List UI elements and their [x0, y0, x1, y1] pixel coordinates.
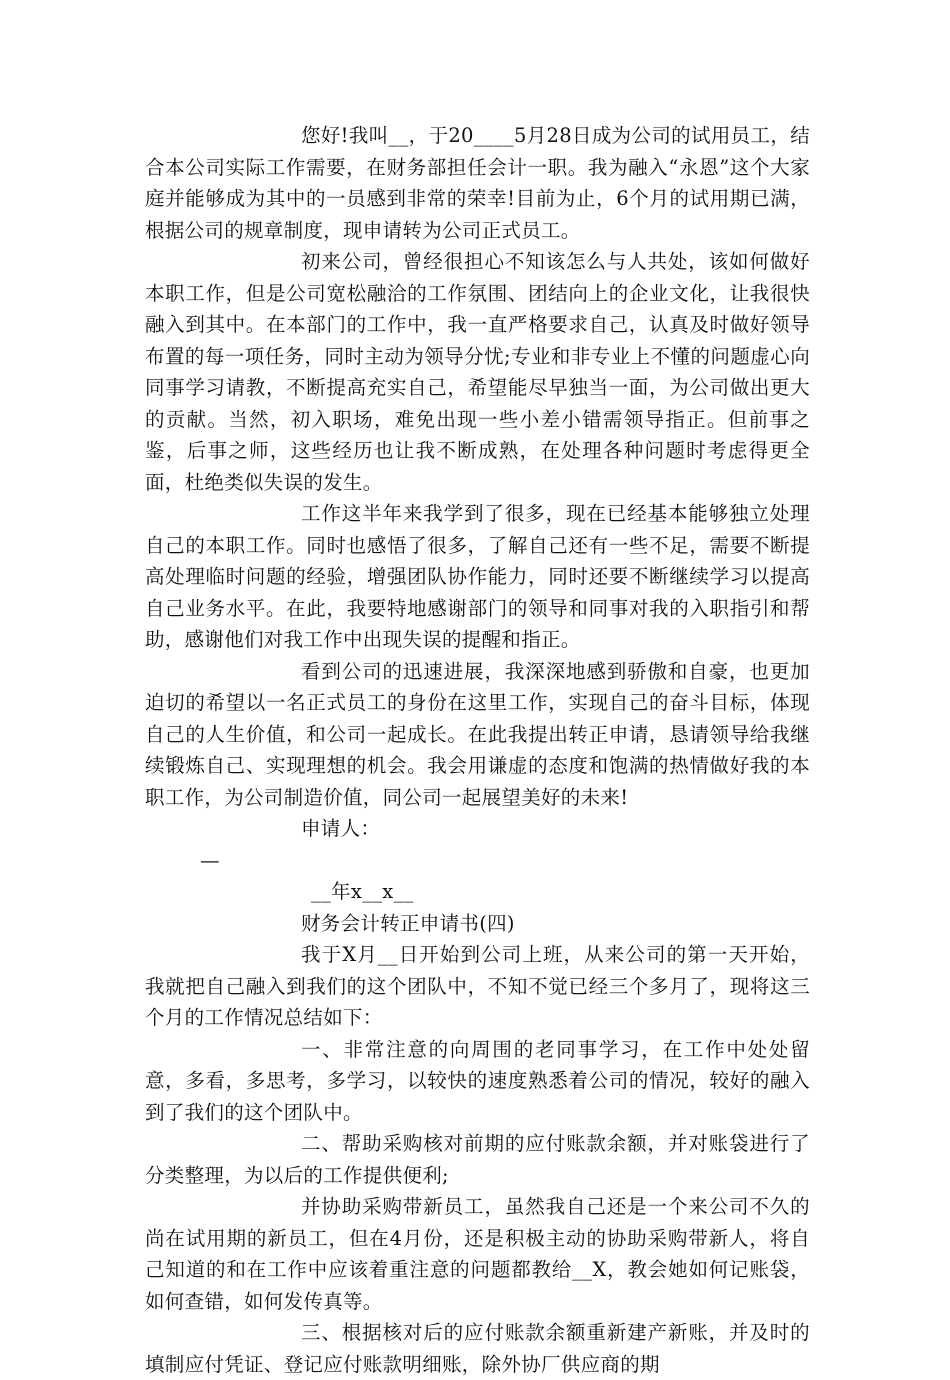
document-body: [145, 120, 810, 1380]
paragraph-learning: 工作这半年来我学到了很多，现在已经基本能够独立处理自己的本职工作。同时也感悟了很多，了解自己还有一些不足，需要不断提高处理临时问题的经验，增强团队协作能力，同时还要不断继续学习以提高自己业务水平。在此，我要特地感谢部门的领导和同事对我的入职指引和帮助，感谢他们对我工作中出现失误的提醒和指正。: [145, 502, 810, 651]
section-title: 财务会计转正申请书(四): [301, 911, 515, 935]
paragraph-item-three: 三、根据核对后的应付账款余额重新建产新账，并及时的填制应付凭证、登记应付账款明细账，除外协厂供应商的期: [145, 1321, 810, 1376]
applicant-label: 申请人：: [301, 817, 381, 840]
paragraph-item-one: 一、非常注意的向周围的老同事学习，在工作中处处留意，多看，多思考，多学习，以较快的速度熟悉着公司的情况，较好的融入到了我们的这个团队中。: [145, 1037, 810, 1124]
paragraph-greeting: 您好!我叫__，于20____5月28日成为公司的试用员工，结合本公司实际工作需要，在财务部担任会计一职。我为融入“永恩”这个大家庭并能够成为其中的一员感到非常的荣幸!目前为止，6个月的试用期已满，根据公司的规章制度，现申请转为公司正式员工。: [145, 124, 810, 242]
signature-dash: —: [200, 848, 220, 872]
paragraph-assist-purchasing: 并协助采购带新员工，虽然我自己还是一个来公司不久的尚在试用期的新员工，但在4月份，还是积极主动的协助采购带新人，将自己知道的和在工作中应该着重注意的问题都教给__X，教会她如何记账袋，如何查错，如何发传真等。: [145, 1195, 810, 1313]
paragraph-initial-experience: 初来公司，曾经很担心不知该怎么与人共处，该如何做好本职工作，但是公司宽松融洽的工作氛围、团结向上的企业文化，让我很快融入到其中。在本部门的工作中，我一直严格要求自己，认真及时做好领导布置的每一项任务，同时主动为领导分忧;专业和非专业上不懂的问题虚心向同事学习请教，不断提高充实自己，希望能尽早独当一面，为公司做出更大的贡献。当然，初入职场，难免出现一些小差小错需领导指正。但前事之鉴，后事之师，这些经历也让我不断成熟，在处理各种问题时考虑得更全面，杜绝类似失误的发生。: [145, 250, 810, 494]
paragraph-intro: 我于X月__日开始到公司上班，从来公司的第一天开始，我就把自己融入到我们的这个团队中，不知不觉已经三个多月了，现将这三个月的工作情况总结如下：: [145, 943, 810, 1029]
date-line: __年x__x__: [311, 880, 414, 903]
paragraph-closing: 看到公司的迅速进展，我深深地感到骄傲和自豪，也更加迫切的希望以一名正式员工的身份在这里工作，实现自己的奋斗目标，体现自己的人生价值，和公司一起成长。在此我提出转正申请，恳请领导给我继续锻炼自己、实现理想的机会。我会用谦虚的态度和饱满的热情做好我的本职工作，为公司制造价值，同公司一起展望美好的未来!: [145, 659, 810, 809]
paragraph-item-two: 二、帮助采购核对前期的应付账款余额，并对账袋进行了分类整理，为以后的工作提供便利;: [145, 1132, 810, 1187]
